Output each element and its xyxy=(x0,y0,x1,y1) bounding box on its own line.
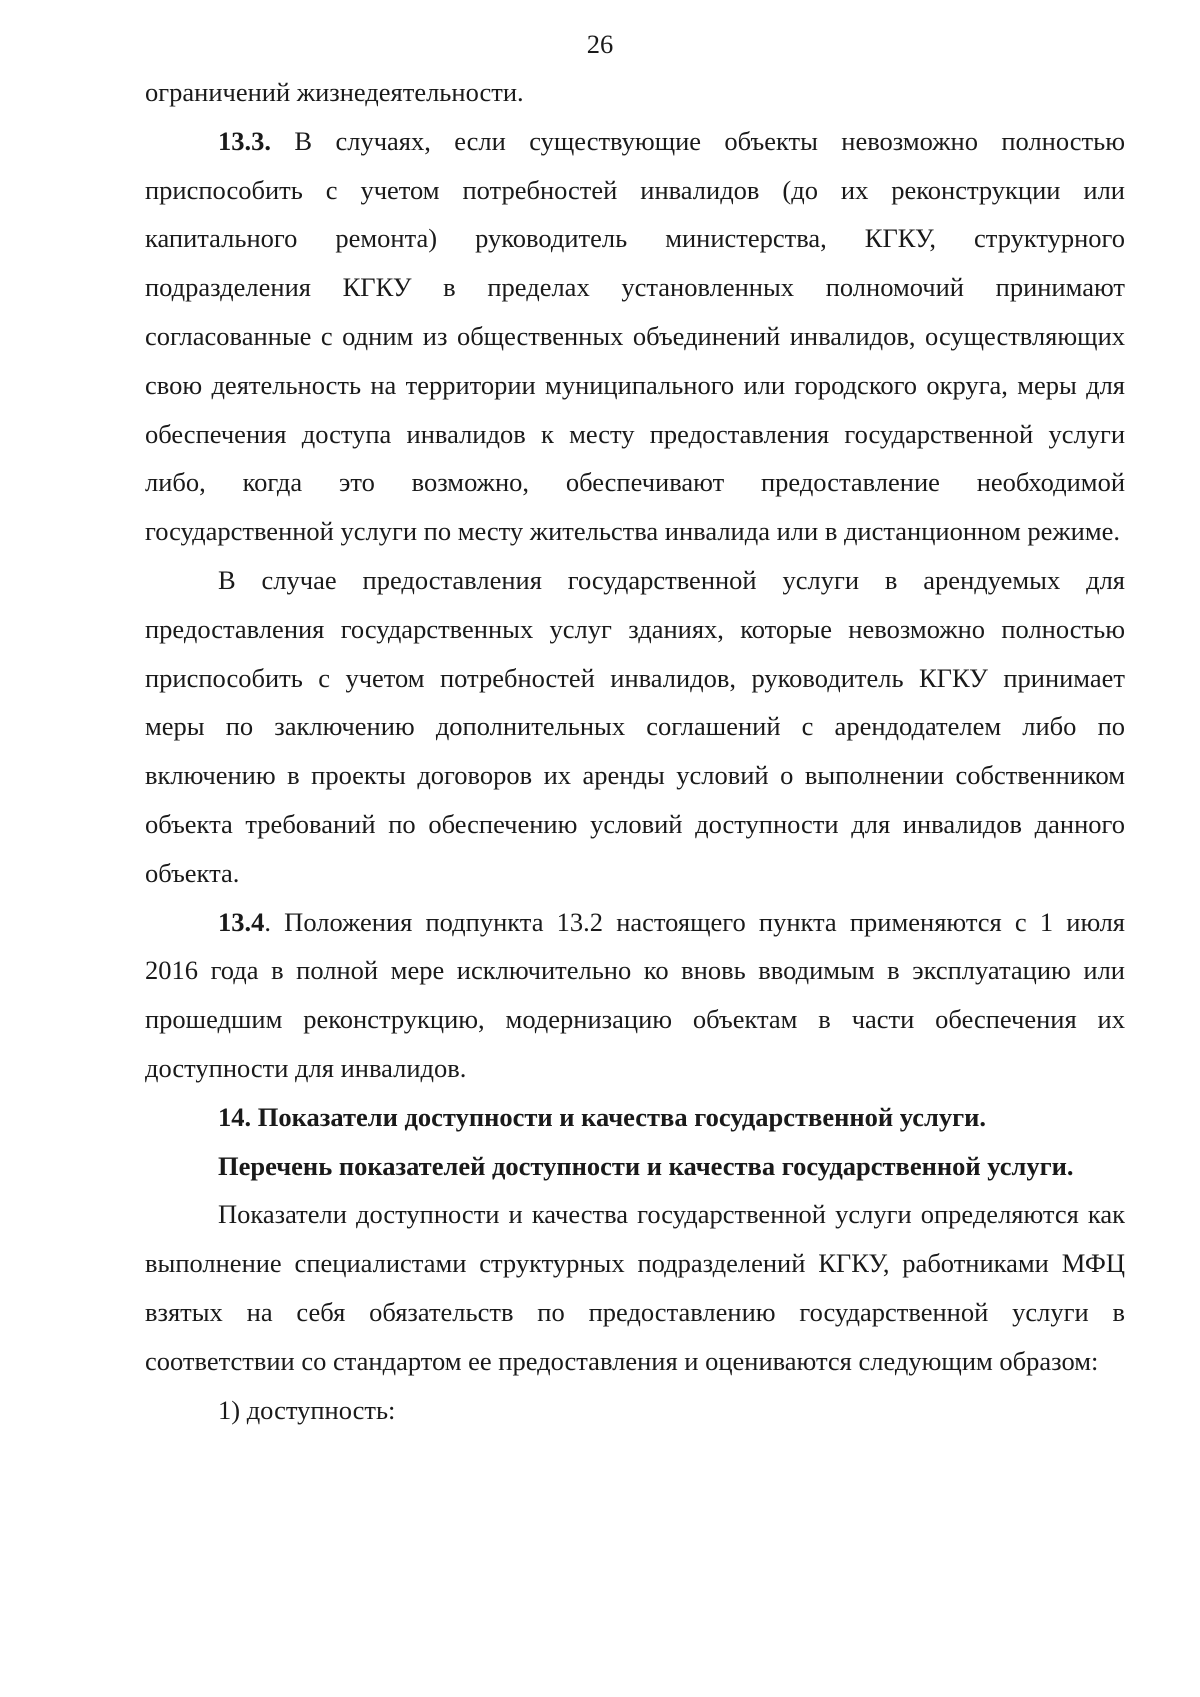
paragraph-13-3 xyxy=(145,117,1125,556)
paragraph-text: Показатели доступности и качества государственной услуги определяются как выполнение специалистами структурных подразделений КГКУ, работниками МФЦ взятых на себя обязательств по предоставлению государственной услуги в соответствии со стандартом ее предоставления и оцениваются следующим образом: xyxy=(145,1199,1125,1376)
clause-number: 13.3. xyxy=(218,125,271,156)
paragraph-text: . Положения подпункта 13.2 настоящего пункта применяются с 1 июля 2016 года в полной мере исключительно ко вновь вводимым в эксплуатацию или прошедшим реконструкцию, модернизацию объектам в части обеспечения их доступности для инвалидов. xyxy=(145,906,1125,1083)
heading-text: Перечень показателей доступности и качества государственной услуги. xyxy=(218,1150,1074,1181)
paragraph-text: ограничений жизнедеятельности. xyxy=(145,77,524,107)
paragraph-text: В случаях, если существующие объекты невозможно полностью приспособить с учетом потребностей инвалидов (до их реконструкции или капитального ремонта) руководитель министерства, КГКУ, структурного подразделения КГКУ в пределах установленных полномочий принимают согласованные с одним из общественных объединений инвалидов, осуществляющих свою деятельность на территории муниципального или городского округа, меры для обеспечения доступа инвалидов к месту предоставления государственной услуги либо, когда это возможно, обеспечивают предоставление необходимой государственной услуги по месту жительства инвалида или в дистанционном режиме. xyxy=(145,125,1125,547)
list-item-text: 1) доступность: xyxy=(218,1394,396,1425)
paragraph-text: В случае предоставления государственной услуги в арендуемых для предоставления государственных услуг зданиях, которые невозможно полностью приспособить с учетом потребностей инвалидов, руководитель КГКУ принимает меры по заключению дополнительных соглашений с арендодателем либо по включению в проекты договоров их аренды условий о выполнении собственником объекта требований по обеспечению условий доступности для инвалидов данного объекта. xyxy=(145,564,1125,888)
page-number: 26 xyxy=(586,29,614,59)
list-item-1 xyxy=(145,1386,1125,1435)
paragraph-indicators xyxy=(145,1190,1125,1385)
clause-number: 13.4 xyxy=(218,906,265,937)
paragraph-continuation xyxy=(145,68,1125,117)
section-heading-14 xyxy=(145,1093,1125,1142)
heading-text: 14. Показатели доступности и качества государственной услуги. xyxy=(218,1101,987,1132)
document-body xyxy=(145,68,1125,1434)
paragraph-13-4 xyxy=(145,898,1125,1093)
paragraph-rental-buildings xyxy=(145,556,1125,898)
subsection-heading xyxy=(145,1142,1125,1191)
